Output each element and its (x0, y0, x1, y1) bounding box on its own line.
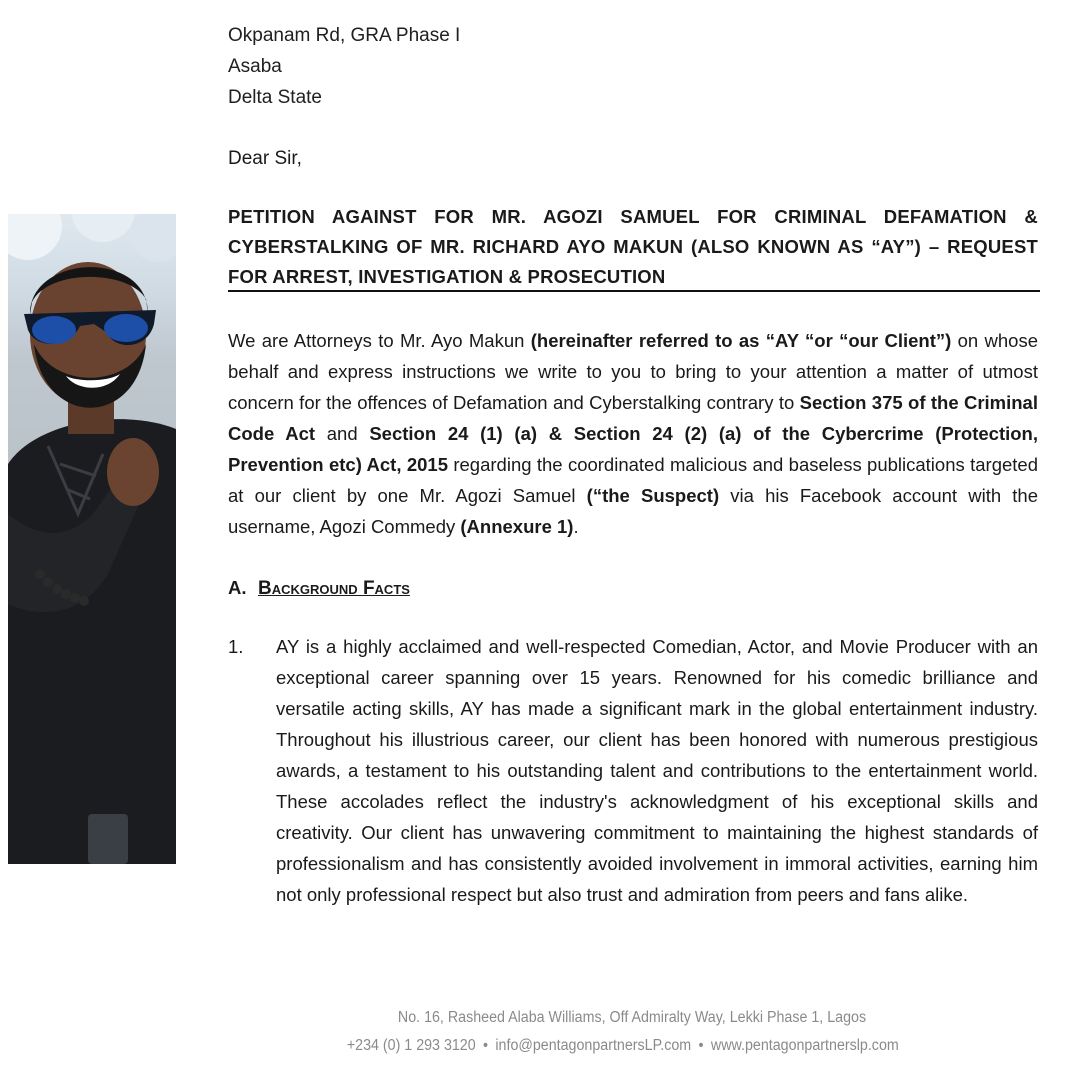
intro-paragraph (228, 325, 1038, 542)
intro-text-3: and (315, 423, 370, 444)
list-item-text: AY is a highly acclaimed and well-respected Comedian, Actor, and Movie Producer with an exceptional career spanning over 15 years. Renowned for his comedic brilliance and versatile acting skills, AY has made a significant mark in the global entertainment industry. Throughout his illustrious career, our client has been honored with numerous prestigious awards, a testament to his outstanding talent and contributions to the entertainment world. These accolades reflect the industry's acknowledgment of his exceptional skills and creativity. Our client has unwavering commitment to maintaining the highest standards of professionalism and has consistently avoided involvement in immoral activities, earning him not only professional respect but also trust and admiration from peers and fans alike. (276, 636, 1038, 905)
intro-bold-4: (“the Suspect) (586, 485, 720, 506)
intro-bold-1: (hereinafter referred to as “AY “or “our Client”) (530, 330, 952, 351)
sunglasses-lens (32, 316, 76, 344)
footer-address: No. 16, Rasheed Alaba Williams, Off Admiralty Way, Lekki Phase 1, Lagos (397, 1009, 867, 1026)
footer-phone: +234 (0) 1 293 3120 (346, 1037, 476, 1054)
intro-text-5: via his Facebook account with the username, Agozi Commedy (228, 485, 1038, 537)
section-letter: A. (228, 577, 247, 598)
letterhead-footer (0, 1004, 1080, 1060)
recipient-address (228, 20, 460, 113)
portrait-illustration (8, 214, 176, 864)
phone-shape (88, 814, 128, 864)
balloon-shape (130, 214, 176, 262)
salutation: Dear Sir, (228, 148, 302, 169)
intro-text-6: . (573, 516, 579, 537)
balloon-shape (8, 214, 62, 260)
portrait-photo (8, 214, 176, 864)
petition-subject-heading: PETITION AGAINST FOR MR. AGOZI SAMUEL FOR CRIMINAL DEFAMATION & CYBERSTALKING OF MR. RICHARD AYO MAKUN (ALSO KNOWN AS “AY”) – REQUEST FOR ARREST, INVESTIGATION & PROSECUTION (228, 206, 1038, 287)
intro-bold-3: Section 24 (1) (a) & Section 24 (2) (a) of the Cybercrime (Protection, Prevention etc) Act, 2015 (228, 423, 1038, 475)
address-line-2: Asaba (228, 56, 282, 77)
section-heading (228, 572, 410, 604)
footer-email: info@pentagonpartnersLP.com (495, 1037, 692, 1054)
footer-website: www.pentagonpartnerslp.com (710, 1037, 899, 1054)
intro-text-4: regarding the coordinated malicious and baseless publications targeted at our client by one Mr. Agozi Samuel (228, 454, 1038, 506)
footer-contacts (43, 1032, 1037, 1060)
hand-shape (107, 438, 159, 506)
address-line-1: Okpanam Rd, GRA Phase I (228, 25, 461, 46)
address-line-3: Delta State (228, 87, 322, 108)
list-item-number: 1. (228, 636, 244, 657)
subject-underline-rule (228, 290, 1040, 292)
footer-separator: • (698, 1037, 704, 1054)
intro-bold-5: (Annexure 1) (460, 516, 574, 537)
footer-separator: • (483, 1037, 489, 1054)
section-title: Background Facts (258, 578, 410, 599)
sunglasses-lens (104, 314, 148, 342)
intro-bold-2: Section 375 of the Criminal Code Act (228, 392, 1038, 444)
balloon-shape (71, 214, 135, 242)
intro-text-1: We are Attorneys to Mr. Ayo Makun (228, 330, 531, 351)
intro-text-2: on whose behalf and express instructions we write to you to bring to your attention a matter of utmost concern for the offences of Defamation and Cyberstalking contrary to (228, 330, 1038, 413)
